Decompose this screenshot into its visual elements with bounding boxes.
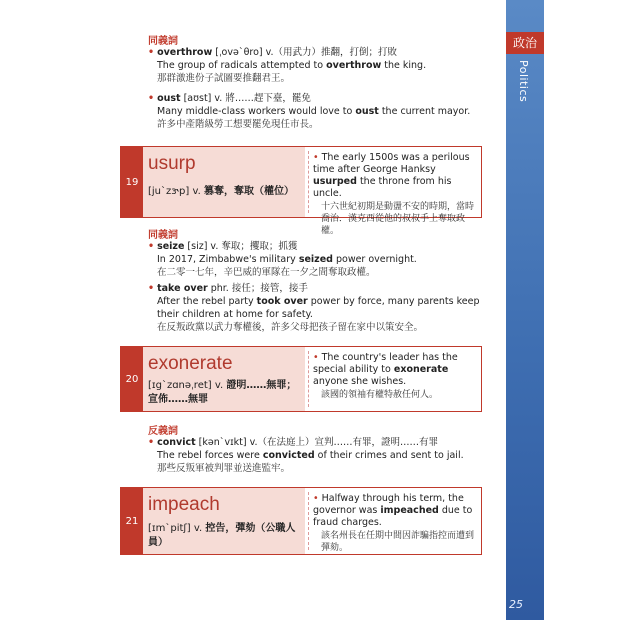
entry-definition: [kənˋvɪkt] v.（在法庭上）宣判……有罪，證明……有罪 — [195, 437, 438, 448]
word-card-impeach — [120, 487, 482, 555]
example-en: The country's leader has the special ability to — [313, 352, 458, 375]
example-zh: 那些反叛軍被判罪並送進監牢。 — [157, 463, 291, 474]
bullet-icon: • — [313, 152, 319, 163]
entry-definition: phr. 接任；接管，接手 — [207, 283, 308, 294]
meaning-zh: 篡奪，奪取（權位） — [203, 186, 294, 197]
example-keyword: took over — [256, 296, 308, 307]
meaning-zh: 證明……無罪；宣佈……無罪 — [148, 380, 297, 405]
entry-head: overthrow — [157, 47, 213, 58]
example-en-end: of their crimes and sent to jail. — [314, 450, 464, 461]
bullet-icon: • — [313, 352, 319, 363]
example-en: The early 1500s was a perilous time after George Hanksy — [313, 152, 470, 175]
example-en-end: due to fraud charges. — [313, 505, 473, 528]
entry-head: convict — [157, 437, 196, 448]
entry-seize — [148, 240, 500, 279]
example-zh: 該名州長在任期中間因詐騙指控而遭到彈劾。 — [321, 531, 475, 553]
card-example — [313, 493, 475, 554]
section-tab-zh[interactable]: 政治 — [506, 32, 544, 54]
example-zh: 十六世紀初期是動盪不安的時期，當時喬治．漢克西從他的叔叔手上奪取政權。 — [321, 202, 475, 236]
phonetic: [ɪgˋzɑnəˌret] v. — [148, 380, 224, 391]
example-en-end: the current mayor. — [378, 106, 471, 117]
section-tab-en: Politics — [517, 60, 530, 103]
example-keyword: seized — [298, 254, 333, 265]
example-keyword: oust — [355, 106, 379, 117]
entry-head: oust — [157, 93, 181, 104]
example-zh: 在反叛政黨以武力奪權後，許多父母把孩子留在家中以策安全。 — [157, 322, 424, 333]
word-card-exonerate — [120, 346, 482, 412]
card-divider — [308, 151, 309, 213]
pronunciation — [148, 379, 303, 407]
example-keyword: exonerate — [393, 364, 449, 375]
entry-head: take over — [157, 283, 208, 294]
entry-head: seize — [157, 241, 185, 252]
example-en: Many middle-class workers would love to — [157, 106, 356, 117]
example-keyword: convicted — [262, 450, 315, 461]
bullet-icon: • — [148, 241, 155, 252]
example-en-end: anyone she wishes. — [313, 376, 407, 387]
example-keyword: usurped — [313, 176, 357, 187]
entry-convict — [148, 436, 500, 475]
example-zh: 許多中產階級勞工想要罷免現任市長。 — [157, 119, 319, 130]
card-divider — [308, 492, 309, 550]
entry-definition: [ˌovəˋθro] v.（用武力）推翻，打倒；打敗 — [212, 47, 398, 58]
entry-definition: [siz] v. 奪取；攫取；抓獲 — [184, 241, 298, 252]
bullet-icon: • — [148, 47, 155, 58]
entry-oust — [148, 92, 500, 131]
example-en: The rebel forces were — [157, 450, 263, 461]
example-en-end: the throne from his uncle. — [313, 176, 452, 199]
synonyms-label: 同義詞 — [148, 36, 178, 47]
entry-take-over — [148, 282, 500, 334]
card-divider — [308, 351, 309, 407]
example-en-end: the king. — [381, 60, 427, 71]
headword: impeach — [148, 494, 220, 515]
example-keyword: impeached — [380, 505, 439, 516]
page-number: 25 — [509, 598, 523, 611]
antonyms-label: 反義詞 — [148, 426, 178, 437]
bullet-icon: • — [148, 437, 155, 448]
card-number: 21 — [121, 488, 143, 554]
pronunciation — [148, 522, 303, 550]
example-keyword: overthrow — [326, 60, 382, 71]
bullet-icon: • — [148, 283, 155, 294]
example-en: Halfway through his term, the governor was — [313, 493, 464, 516]
entry-definition: [aʊst] v. 將……趕下臺，罷免 — [180, 93, 311, 104]
headword: exonerate — [148, 353, 233, 374]
phonetic: [ɪmˋpitʃ] v. — [148, 523, 203, 534]
example-en: The group of radicals attempted to — [157, 60, 327, 71]
example-en: In 2017, Zimbabwe's military — [157, 254, 299, 265]
meaning-zh: 控告，彈劾（公職人員） — [148, 523, 296, 548]
card-example — [313, 152, 475, 237]
pronunciation — [148, 185, 303, 199]
synonyms-label: 同義詞 — [148, 230, 178, 241]
example-zh: 那群激進份子試圖要推翻君王。 — [157, 73, 291, 84]
card-number: 20 — [121, 347, 143, 411]
bullet-icon: • — [148, 93, 155, 104]
example-en-end: power overnight. — [332, 254, 417, 265]
headword: usurp — [148, 153, 196, 174]
example-zh: 該國的領袖有權特赦任何人。 — [321, 390, 439, 400]
entry-overthrow — [148, 46, 500, 85]
example-zh: 在二零一七年，辛巴威的軍隊在一夕之間奪取政權。 — [157, 267, 376, 278]
example-en-end: power by force, many parents keep their children at home for safety. — [157, 296, 480, 320]
card-number: 19 — [121, 147, 143, 217]
bullet-icon: • — [313, 493, 319, 504]
example-en: After the rebel party — [157, 296, 257, 307]
phonetic: [juˋzɝp] v. — [148, 186, 201, 197]
card-example — [313, 352, 475, 401]
